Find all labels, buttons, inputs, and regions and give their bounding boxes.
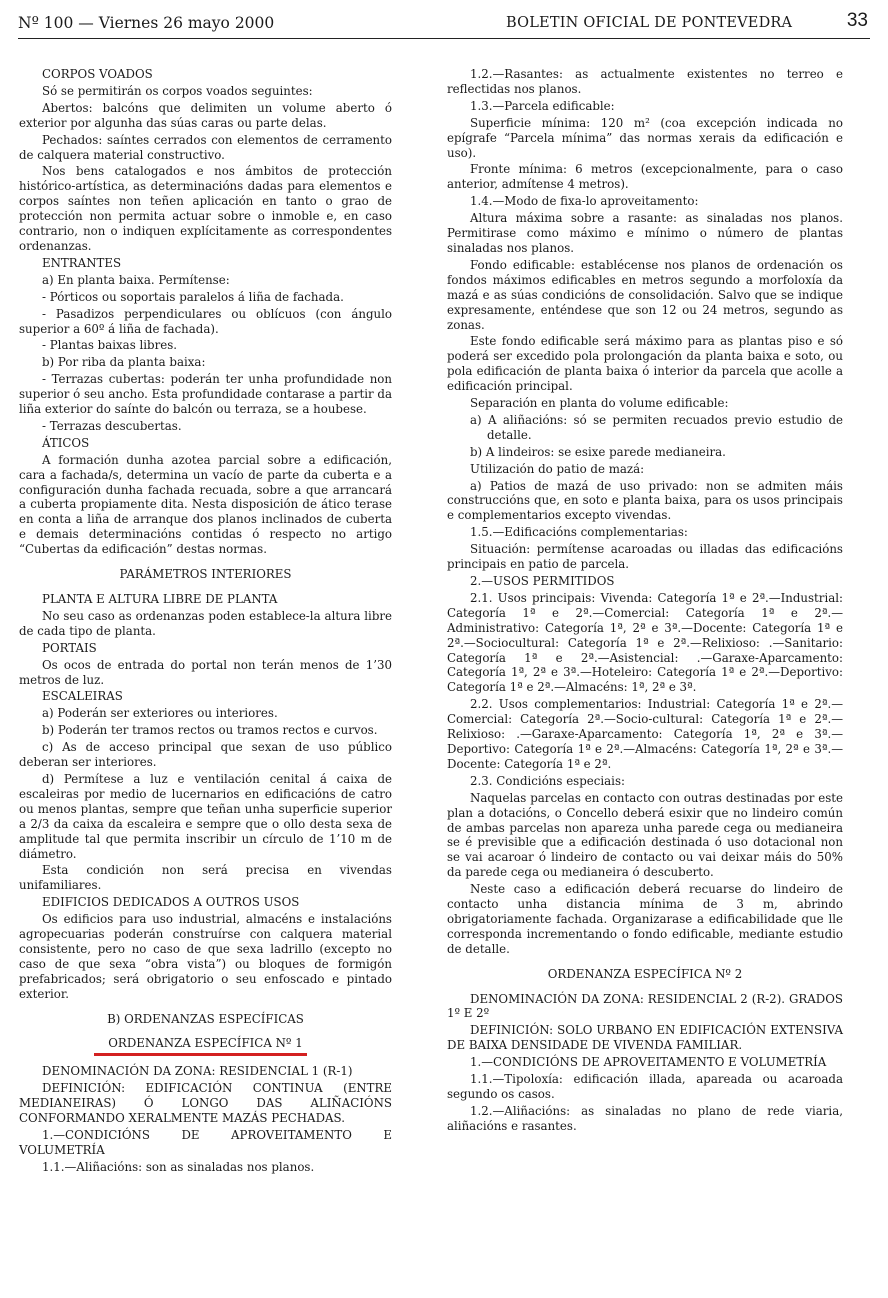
paragraph: 1.—CONDICIÓNS DE APROVEITAMENTO E VOLUMETRÍA bbox=[19, 1128, 392, 1157]
red-underline-mark bbox=[94, 1053, 307, 1056]
paragraph: DENOMINACIÓN DA ZONA: RESIDENCIAL 2 (R-2). GRADOS 1º E 2º bbox=[447, 991, 843, 1021]
paragraph: ENTRANTES bbox=[42, 255, 122, 270]
paragraph: Os edificios para uso industrial, almacéns e instalacións agropecuarias poderán construírse con calquera material consistente, pero no caso de que sexa ladrillo (excepto no caso de que sexa “obra vista”) ou bloques de formigón prefabricados; será obrigatorio o seu enfoscado e pintado exterior. bbox=[19, 912, 392, 1001]
paragraph: 1.2.—Aliñacións: as sinaladas no plano de rede viaria, aliñacións e rasantes. bbox=[447, 1103, 843, 1133]
paragraph: c) As de acceso principal que sexan de uso público deberan ser interiores. bbox=[19, 740, 392, 770]
paragraph: PLANTA E ALTURA LIBRE DE PLANTA bbox=[42, 592, 278, 606]
paragraph: 1.5.—Edificacións complementarias: bbox=[470, 525, 688, 540]
paragraph: EDIFICIOS DEDICADOS A OUTROS USOS bbox=[42, 895, 300, 910]
left-column bbox=[19, 67, 392, 1177]
paragraph: - Terrazas descubertas. bbox=[42, 418, 182, 433]
paragraph: b) Poderán ter tramos rectos ou tramos rectos e curvos. bbox=[42, 723, 378, 738]
paragraph: a) En planta baixa. Permítense: bbox=[42, 272, 230, 287]
paragraph: 1.3.—Parcela edificable: bbox=[470, 98, 615, 113]
paragraph: 1.4.—Modo de fixa-lo aproveitamento: bbox=[470, 194, 699, 209]
paragraph: No seu caso as ordenanzas poden establece-la altura libre de cada tipo de planta. bbox=[19, 608, 392, 638]
paragraph: a) A aliñacións: só se permiten recuados previo estudio de detalle. bbox=[470, 412, 843, 442]
paragraph: Neste caso a edificación deberá recuarse do lindeiro de contacto unha distancia mínima de 3 m, abrindo obrigatoriamente fachada. Organizarase a edificabilidade que lle corresponda incrementando o fondo edificable, mediante estudio de detalle. bbox=[447, 882, 843, 956]
paragraph: a) Poderán ser exteriores ou interiores. bbox=[42, 706, 278, 721]
paragraph: a) Patios de mazá de uso privado: non se admiten máis construccións que, en soto e planta baixa, para os usos principais e complementarios excepto vivendas. bbox=[447, 478, 843, 523]
section-heading: ORDENANZA ESPECÍFICA Nº 1 bbox=[108, 1036, 303, 1051]
paragraph: - Pasadizos perpendiculares ou oblícuos (con ángulo superior a 60º á liña de fachada). bbox=[19, 306, 392, 336]
paragraph: Superficie mínima: 120 m² (coa excepción indicada no epígrafe “Parcela mínima” das normas xerais da edificación e uso). bbox=[447, 115, 843, 160]
paragraph: Os ocos de entrada do portal non terán menos de 1’30 metros de luz. bbox=[19, 657, 392, 687]
paragraph: 2.2. Usos complementarios: Industrial: Categoría 1ª e 2ª.—Comercial: Categoría 2ª.—Socio-cultural: Categoría 1ª e 2ª.—Relixioso: .—Garaxe-Aparcamento: Categoría 1ª, 2ª e 3ª.—Deportivo: Categoría 1ª e 2ª.—Almacéns: Categoría 1ª, 2ª e 3ª.—Docente: Categoría 1ª e 2ª. bbox=[447, 697, 843, 771]
paragraph: 1.1.—Tipoloxía: edificación illada, apareada ou acaroada segundo os casos. bbox=[447, 1072, 843, 1101]
paragraph: Esta condición non será precisa en vivendas unifamiliares. bbox=[19, 863, 392, 893]
paragraph: 1.1.—Aliñacións: son as sinaladas nos planos. bbox=[42, 1159, 315, 1174]
right-column bbox=[447, 67, 843, 1136]
paragraph: Pechados: saíntes cerrados con elementos de cerramento de calquera material constructivo. bbox=[19, 132, 392, 162]
paragraph: - Pórticos ou soportais paralelos á liña de fachada. bbox=[42, 289, 344, 304]
paragraph: ÁTICOS bbox=[42, 435, 90, 450]
paragraph: Utilización do patio de mazá: bbox=[470, 461, 645, 476]
paragraph: A formación dunha azotea parcial sobre a edificación, cara a fachada/s, determina un vacío de parte da cuberta e a configuración dunha fachada recuada, sobre a que arrancará a cuberta propiamente dita. Nesta disposición de ático terase en conta a liña de arranque dos planos inclinados de cuberta e demais determinacións contidas ó respecto no artigo “Cubertas da edificación” destas normas. bbox=[19, 452, 392, 557]
paragraph: b) Por riba da planta baixa: bbox=[42, 355, 206, 370]
paragraph: 1.2.—Rasantes: as actualmente existentes no terreo e reflectidas nos planos. bbox=[447, 67, 843, 96]
paragraph: Abertos: balcóns que delimiten un volume aberto ó exterior por algunha das súas caras ou parte delas. bbox=[19, 100, 392, 130]
paragraph: Fronte mínima: 6 metros (excepcionalmente, para o caso anterior, admítense 4 metros). bbox=[447, 162, 843, 192]
paragraph: ESCALEIRAS bbox=[42, 689, 123, 704]
section-heading: ORDENANZA ESPECÍFICA Nº 2 bbox=[547, 966, 743, 981]
paragraph: - Plantas baixas libres. bbox=[42, 338, 178, 353]
paragraph: Nos bens catalogados e nos ámbitos de protección histórico-artística, as determinacións dadas para elementos e corpos saíntes non teñen aplicación en tanto o grao de protección non permita actuar sobre o inmoble e, en caso contrario, non o indiquen explícitamente as correspondentes ordenanzas. bbox=[19, 164, 392, 253]
paragraph: CORPOS VOADOS bbox=[42, 67, 153, 81]
paragraph: d) Permítese a luz e ventilación cenital á caixa de escaleiras por medio de lucernarios en edificacións de catro ou menos plantas, sempre que teñan unha superficie superior a 2/3 da caixa da escaleira e sempre que o ollo desta sexa de amplitude tal que permita inscribir un círculo de 1’10 m de diámetro. bbox=[19, 771, 392, 861]
paragraph: 2.—USOS PERMITIDOS bbox=[470, 574, 615, 588]
publication-title: BOLETIN OFICIAL DE PONTEVEDRA bbox=[506, 15, 793, 31]
paragraph: Naquelas parcelas en contacto con outras destinadas por este plan a dotacións, o Concello deberá esixir que no lindeiro común de ambas parcelas non apareza unha parede cega ou medianeira se é previsible que a edificación destinada ó uso dotacional non se vai acaroar ó lindeiro de contacto ou vai deixar máis do 50% da parede cega ou medianeira ó descuberto. bbox=[447, 790, 843, 880]
paragraph: - Terrazas cubertas: poderán ter unha profundidade non superior ó seu ancho. Esta profundidade contarase a partir da liña exterior do saínte do balcón ou terraza, se a houbese. bbox=[19, 372, 392, 417]
page-header bbox=[18, 10, 870, 39]
paragraph: 2.3. Condicións especiais: bbox=[470, 773, 625, 788]
paragraph: Situación: permítense acaroadas ou illadas das edificacións principais en patio de parcela. bbox=[447, 542, 843, 572]
section-heading: PARÁMETROS INTERIORES bbox=[119, 567, 292, 582]
paragraph: Só se permitirán os corpos voados seguintes: bbox=[42, 83, 313, 98]
paragraph: Separación en planta do volume edificable: bbox=[470, 396, 729, 411]
paragraph: DENOMINACIÓN DA ZONA: RESIDENCIAL 1 (R-1) bbox=[42, 1064, 353, 1079]
page-number: 33 bbox=[846, 10, 868, 31]
paragraph: PORTAIS bbox=[42, 640, 97, 655]
paragraph: Altura máxima sobre a rasante: as sinaladas nos planos. Permitirase como máximo e mínimo o número de plantas sinaladas nos planos. bbox=[447, 211, 843, 255]
paragraph: Fondo edificable: establécense nos planos de ordenación os fondos máximos edificables en metros segundo a morfoloxía da mazá e as súas condicións de consolidación. Salvo que se indique expresamente, enténdese que son 12 ou 24 metros, segundo as zonas. bbox=[447, 257, 843, 332]
paragraph: DEFINICIÓN: EDIFICACIÓN CONTINUA (ENTRE MEDIANEIRAS) Ó LONGO DAS ALIÑACIÓNS CONFORMANDO XERALMENTE MAZÁS PECHADAS. bbox=[19, 1081, 392, 1126]
paragraph: b) A lindeiros: se esixe parede medianeira. bbox=[470, 444, 726, 459]
paragraph: Este fondo edificable será máximo para as plantas piso e só poderá ser excedido pola prolongación da planta baixa e soto, ou pola edificación de planta baixa ó interior da parcela que acolle a edificación principal. bbox=[447, 334, 843, 394]
paragraph: DEFINICIÓN: SOLO URBANO EN EDIFICACIÓN EXTENSIVA DE BAIXA DENSIDADE DE VIVENDA FAMILIAR. bbox=[447, 1023, 843, 1053]
paragraph: 1.—CONDICIÓNS DE APROVEITAMENTO E VOLUMETRÍA bbox=[470, 1055, 827, 1070]
issue-date: Nº 100 — Viernes 26 mayo 2000 bbox=[18, 14, 275, 32]
paragraph: 2.1. Usos principais: Vivenda: Categoría 1ª e 2ª.—Industrial: Categoría 1ª e 2ª.—Comercial: Categoría 1ª e 2ª.—Administrativo: Categoría 1ª, 2ª e 3ª.—Docente: Categoría 1ª e 2ª.—Sociocultural: Categoría 1ª e 2ª.—Relixioso: .—Sanitario: Categoría 1ª e 2ª.—Asistencial: .—Garaxe-Aparcamento: Categoría 1ª, 2ª e 3ª.—Hoteleiro: Categoría 1ª e 2ª.—Deportivo: Categoría 1ª e 2ª.—Almacéns: 1ª, 2ª e 3ª. bbox=[447, 590, 843, 695]
section-heading: B) ORDENANZAS ESPECÍFICAS bbox=[107, 1011, 304, 1026]
